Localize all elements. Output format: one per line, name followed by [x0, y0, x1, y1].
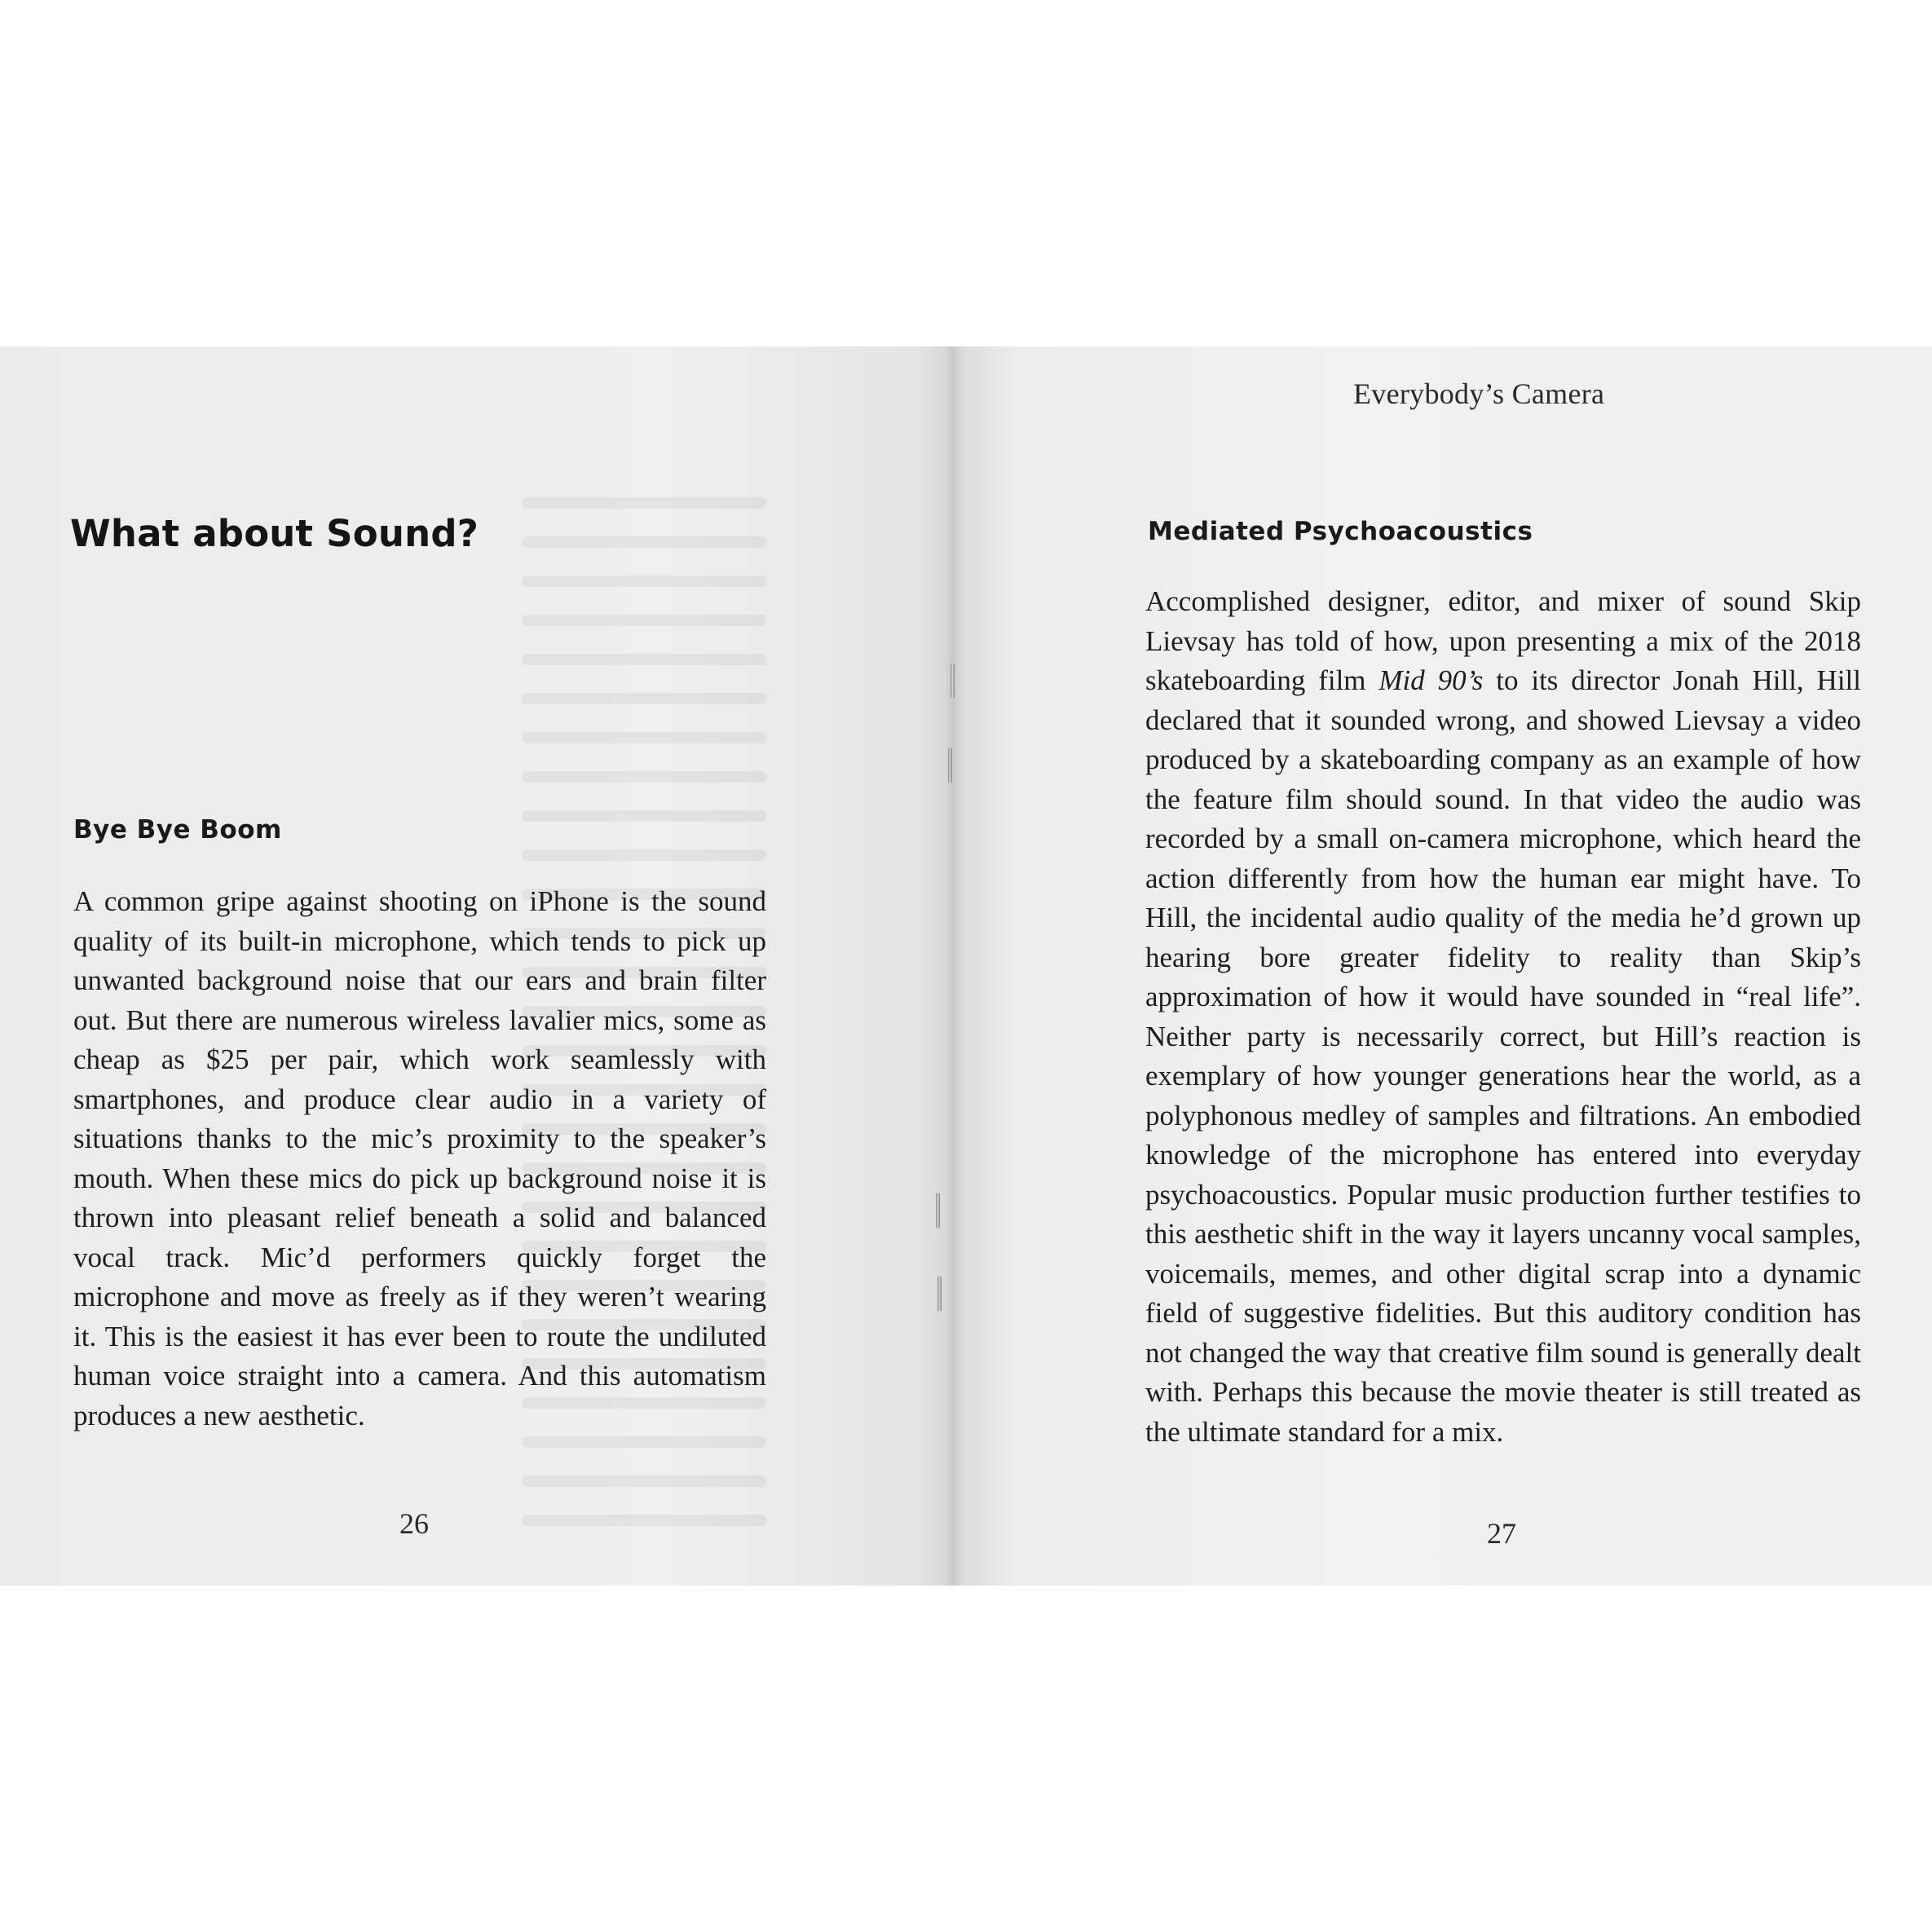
left-body-paragraph: A common gripe against shooting on iPhone is the sound quality of its built-in microphone, which tends to pick up unwanted background noise that our ears and brain filter out. But there are numerous wireless lavalier mics, some as cheap as $25 per pair, which work seamlessly with smartphones, and produce clear audio in a variety of situations thanks to the mic’s proximity to the speaker’s mouth. When these mics do pick up background noise it is thrown into pleasant relief beneath a solid and balanced vocal track. Mic’d performers quickly forget the microphone and move as freely as if they weren’t wearing it. This is the easiest it has ever been to route the undiluted human voice straight into a camera. And this automatism produces a new aesthetic. [73, 885, 766, 1431]
right-body-paragraph [1145, 582, 1861, 1452]
spine-gutter [944, 346, 964, 1586]
section-heading-bye-bye-boom: Bye Bye Boom [73, 815, 282, 845]
binding-stitch [936, 1193, 940, 1228]
binding-stitch [937, 1276, 942, 1312]
running-head: Everybody’s Camera [1353, 377, 1605, 410]
section-heading-mediated-psychoacoustics: Mediated Psychoacoustics [1148, 517, 1533, 546]
chapter-title: What about Sound? [70, 512, 479, 555]
body-text-before-title: Accomplished designer, editor, and mixer of sound Skip Lievsay has told of how, upon presenting a mix of the 2018 skateboarding film [1145, 585, 1861, 696]
page-number-right: 27 [1487, 1517, 1516, 1550]
film-title: Mid 90’s [1378, 664, 1484, 696]
binding-stitch [948, 748, 952, 783]
binding-stitch [951, 663, 955, 699]
body-text-after-title: to its director Jonah Hill, Hill declared that it sounded wrong, and showed Lievsay a video produced by a skateboarding company as an example of how the feature film should sound. In that video the audio was recorded by a small on-camera microphone, which heard the action differently from how the human ear might have. To Hill, the incidental audio quality of the media he’d grown up hearing bore greater fidelity to reality than Skip’s approximation of how it would have sounded in “real life”. Neither party is necessarily correct, but Hill’s reaction is exemplary of how younger generations hear the world, as a polyphonous medley of samples and filtrations. An embodied knowledge of the microphone has entered into everyday psychoacoustics. Popular music production further testifies to this aesthetic shift in the way it layers uncanny vocal samples, voicemails, memes, and other digital scrap into a dynamic field of suggestive fidelities. But this auditory condition has not changed the way that creative film sound is generally dealt with. Perhaps this because the movie theater is still treated as the ultimate standard for a mix. [1145, 664, 1861, 1448]
page-number-left: 26 [399, 1507, 429, 1540]
